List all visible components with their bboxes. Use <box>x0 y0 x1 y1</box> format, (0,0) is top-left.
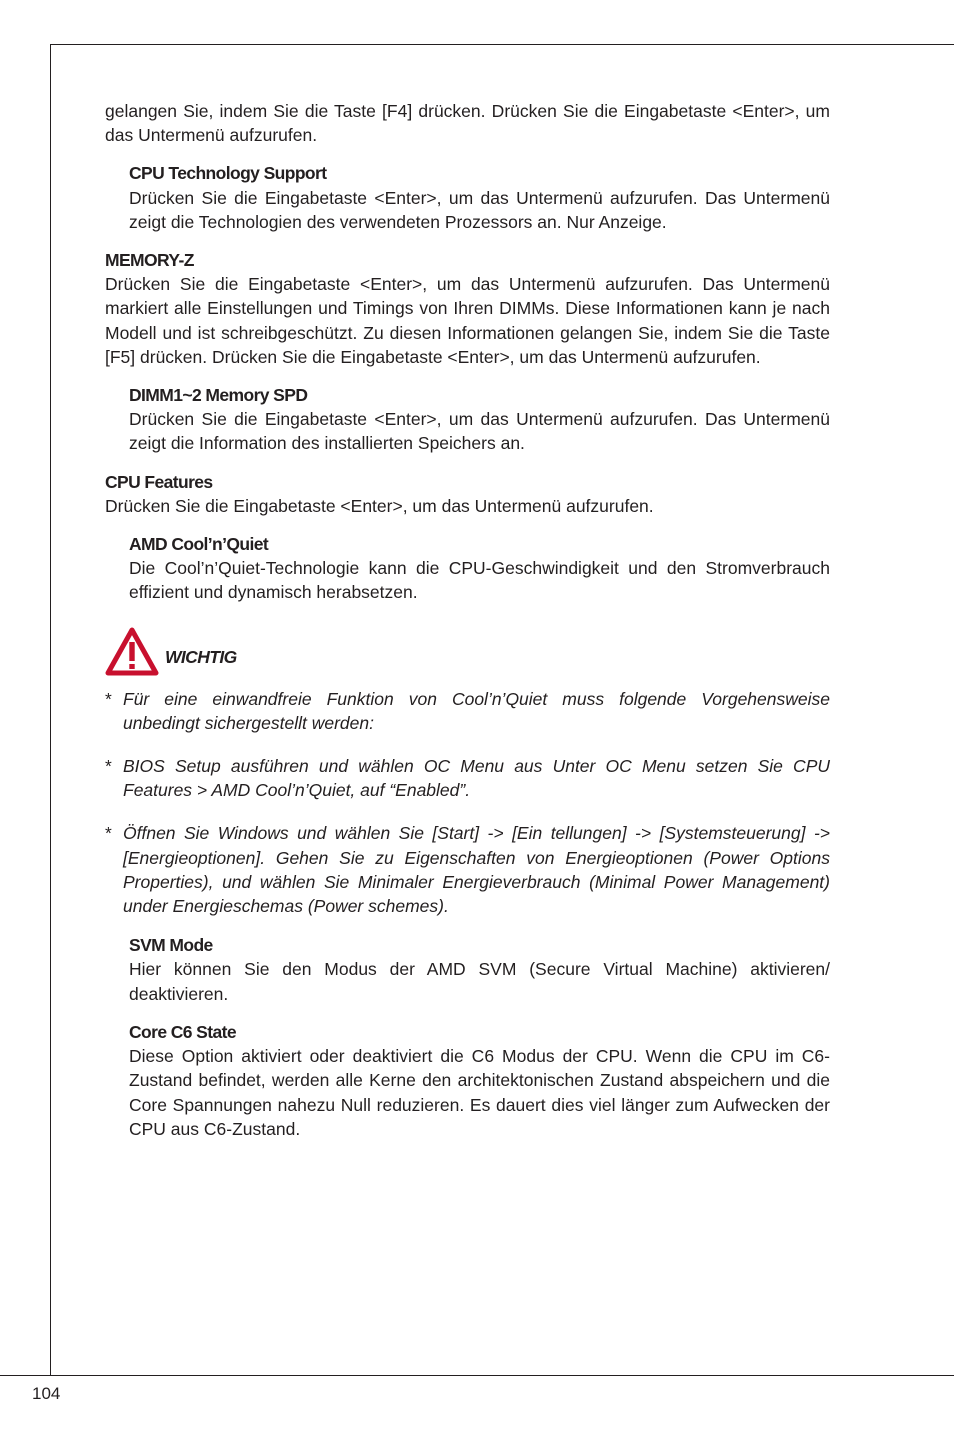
svm-mode-text: Hier können Sie den Modus der AMD SVM (Secure Virtual Machine) aktivieren/ deaktivieren. <box>129 959 830 1004</box>
important-title: WICHTIG <box>165 646 237 667</box>
section-cpu-features <box>105 470 830 518</box>
note-bullet: * <box>105 823 112 844</box>
warning-triangle-icon <box>105 627 159 677</box>
section-dimm-memory-spd <box>129 383 830 456</box>
important-note <box>105 687 830 735</box>
note-text: Für eine einwandfreie Funktion von Cool’n’Quiet muss folgende Vorgehensweise unbedingt sichergestellt werden: <box>123 688 830 733</box>
cpu-technology-support-text: Drücken Sie die Eingabetaste <Enter>, um das Untermenü aufzurufen. Das Untermenü zeigt die Technologien des verwendeten Prozessors an. Nur Anzeige. <box>129 187 830 232</box>
core-c6-state-heading: Core C6 State <box>129 1021 236 1042</box>
intro-paragraph: gelangen Sie, indem Sie die Taste [F4] drücken. Drücken Sie die Eingabetaste <Enter>, um das Untermenü aufzurufen. <box>105 101 830 146</box>
note-bullet: * <box>105 756 112 777</box>
dimm-memory-spd-heading: DIMM1~2 Memory SPD <box>129 385 308 406</box>
important-notice <box>105 627 830 679</box>
cpu-technology-support-heading: CPU Technology Support <box>129 163 327 184</box>
note-text: Öffnen Sie Windows und wählen Sie [Start] -> [Ein tellungen] -> [Systemsteuerung] -> [Energieoptionen]. Gehen Sie zu Eigenschaften von Energieoptionen (Power Options Properties), und wählen Sie Minimaler Energieverbrauch (Minimal Power Management) under Energieschemas (Power schemes). <box>123 823 830 917</box>
memory-z-heading: MEMORY-Z <box>105 250 194 271</box>
section-svm-mode <box>129 933 830 1006</box>
amd-cool-n-quiet-text: Die Cool’n’Quiet-Technologie kann die CPU-Geschwindigkeit und den Stromverbrauch effizient und dynamisch herabsetzen. <box>129 558 830 603</box>
page-number: 104 <box>32 1384 61 1403</box>
section-cpu-technology-support <box>129 161 830 234</box>
page-frame-top <box>50 44 954 45</box>
core-c6-state-text: Diese Option aktiviert oder deaktiviert die C6 Modus der CPU. Wenn die CPU im C6-Zustand befindet, werden alle Kerne den architektonischen Zustand abspeichern und die Core Spannungen nahezu Null reduzieren. Es dauert dies viel länger zum Aufwecken der CPU aus C6-Zustand. <box>129 1046 830 1139</box>
memory-z-text: Drücken Sie die Eingabetaste <Enter>, um das Untermenü aufzurufen. Das Untermenü markiert alle Einstellungen und Timings von Ihren DIMMs. Diese Informationen kann je nach Modell und ist schreibgeschützt. Zu diesen Informationen gelangen Sie, indem Sie die Taste [F5] drücken. Drücken Sie die Eingabetaste <Enter>, um das Untermenü aufzurufen. <box>105 274 830 367</box>
page-frame-left <box>50 44 51 1376</box>
cpu-features-heading: CPU Features <box>105 471 213 492</box>
dimm-memory-spd-text: Drücken Sie die Eingabetaste <Enter>, um das Untermenü aufzurufen. Das Untermenü zeigt die Information des installierten Speichers an. <box>129 409 830 454</box>
cpu-features-text: Drücken Sie die Eingabetaste <Enter>, um das Untermenü aufzurufen. <box>105 495 654 516</box>
section-core-c6-state <box>129 1020 830 1141</box>
section-amd-cool-n-quiet <box>129 532 830 605</box>
page-content <box>105 99 830 1141</box>
page-frame-bottom <box>0 1375 954 1376</box>
important-note <box>105 754 830 802</box>
important-note <box>105 821 830 918</box>
svm-mode-heading: SVM Mode <box>129 935 213 956</box>
note-bullet: * <box>105 688 112 709</box>
amd-cool-n-quiet-heading: AMD Cool’n’Quiet <box>129 534 269 555</box>
note-text: BIOS Setup ausführen und wählen OC Menu aus Unter OC Menu setzen Sie CPU Features > AMD Cool’n’Quiet, auf “Enabled”. <box>123 756 830 801</box>
section-memory-z <box>105 248 830 369</box>
